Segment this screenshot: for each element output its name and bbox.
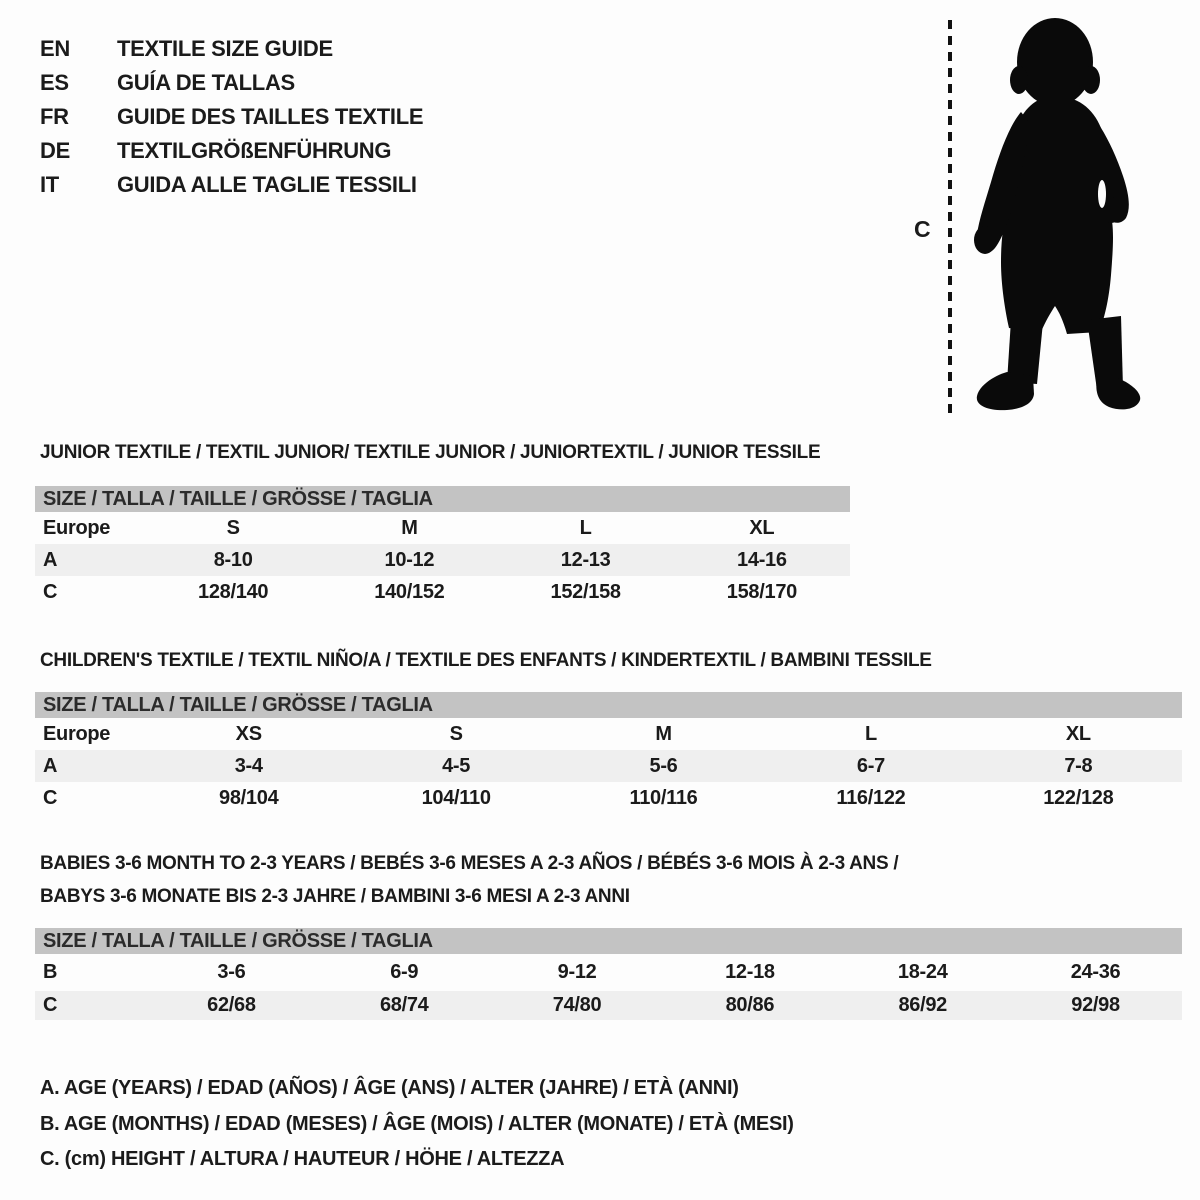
table-cell: 7-8 [1064, 754, 1093, 777]
table-cell: 18-24 [897, 961, 948, 983]
table-cell: 86/92 [898, 994, 947, 1016]
table-cell: 8-10 [213, 548, 253, 571]
language-row [40, 168, 423, 202]
table-cell: 6-9 [390, 961, 419, 983]
table-cell: 62/68 [207, 994, 256, 1016]
legend-line-c: C. (cm) HEIGHT / ALTURA / HAUTEUR / HÖHE / ALTEZZA [40, 1148, 565, 1170]
language-code: ES [40, 70, 69, 95]
table-cell: S [449, 722, 463, 745]
table-cell: 152/158 [550, 580, 621, 603]
table-header: SIZE / TALLA / TAILLE / GRÖSSE / TAGLIA [35, 486, 850, 512]
table-cell: 104/110 [421, 786, 491, 809]
table-cell: M [655, 722, 672, 745]
language-label: GUÍA DE TALLAS [117, 70, 295, 95]
table-cell: 12-18 [725, 961, 775, 983]
table-cell: 10-12 [384, 548, 435, 571]
language-row [40, 134, 423, 168]
language-code: EN [40, 36, 70, 61]
table-row [35, 576, 850, 608]
babies-size-table [35, 928, 1182, 1020]
table-cell: 74/80 [552, 994, 602, 1016]
legend-line-a: A. AGE (YEARS) / EDAD (AÑOS) / ÂGE (ANS) / ALTER (JAHRE) / ETÀ (ANNI) [40, 1077, 739, 1099]
table-cell: 122/128 [1043, 786, 1114, 809]
table-cell: 9-12 [557, 961, 597, 983]
table-cell: 68/74 [379, 994, 429, 1016]
language-code: FR [40, 104, 69, 129]
table-cell: M [401, 516, 418, 539]
section-title-line: BABIES 3-6 MONTH TO 2-3 YEARS / BEBÉS 3-6 MESES A 2-3 AÑOS / BÉBÉS 3-6 MOIS À 2-3 ANS / [40, 853, 899, 874]
table-cell: 5-6 [649, 754, 678, 777]
row-label: C [43, 580, 58, 603]
table-cell: 80/86 [725, 994, 775, 1016]
table-cell: 12-13 [560, 548, 611, 571]
babies-section-title [40, 847, 898, 913]
language-row [40, 32, 423, 66]
row-label: C [43, 994, 58, 1016]
row-label: A [43, 754, 58, 777]
table-cell: 110/116 [629, 786, 698, 809]
language-label: TEXTILGRÖßENFÜHRUNG [117, 138, 392, 163]
junior-section-title [40, 436, 820, 469]
language-label: GUIDE DES TAILLES TEXTILE [117, 104, 424, 129]
children-size-table [35, 692, 1182, 814]
table-header: SIZE / TALLA / TAILLE / GRÖSSE / TAGLIA [35, 928, 1182, 954]
measure-label-c: C [914, 216, 931, 242]
table-cell: 24-36 [1070, 961, 1121, 983]
table-cell: 4-5 [442, 754, 471, 777]
row-label: Europe [43, 722, 111, 745]
language-label: TEXTILE SIZE GUIDE [117, 36, 333, 61]
table-cell: XS [235, 722, 262, 745]
language-label: GUIDA ALLE TAGLIE TESSILI [117, 172, 417, 197]
language-code: DE [40, 138, 70, 163]
measure-legend [40, 1071, 794, 1178]
row-label: A [43, 548, 58, 571]
table-row [35, 512, 850, 544]
table-cell: XL [1065, 722, 1091, 745]
table-header: SIZE / TALLA / TAILLE / GRÖSSE / TAGLIA [35, 692, 1182, 718]
table-cell: 3-4 [234, 754, 263, 777]
table-cell: 92/98 [1071, 994, 1120, 1016]
legend-line-b: B. AGE (MONTHS) / EDAD (MESES) / ÂGE (MOIS) / ALTER (MONATE) / ETÀ (MESI) [40, 1112, 794, 1135]
baby-silhouette-icon [962, 10, 1144, 420]
row-label: B [43, 961, 58, 983]
table-cell: L [579, 516, 592, 539]
table-cell: 140/152 [374, 580, 445, 603]
table-cell: XL [749, 516, 775, 539]
children-section-title [40, 644, 932, 677]
table-cell: 158/170 [726, 580, 797, 603]
table-cell: 116/122 [836, 786, 906, 809]
row-label: Europe [43, 516, 111, 539]
section-title-line: JUNIOR TEXTILE / TEXTIL JUNIOR/ TEXTILE JUNIOR / JUNIORTEXTIL / JUNIOR TESSILE [40, 442, 821, 463]
table-cell: L [864, 722, 877, 745]
junior-size-table [35, 486, 850, 608]
table-row [35, 544, 850, 576]
language-list [40, 32, 423, 202]
table-cell: S [226, 516, 240, 539]
language-code: IT [40, 172, 59, 197]
table-cell: 98/104 [219, 786, 279, 809]
height-measure-dashed-line [948, 20, 952, 418]
table-row [35, 750, 1182, 782]
section-title-line: BABYS 3-6 MONATE BIS 2-3 JAHRE / BAMBINI 3-6 MESI A 2-3 ANNI [40, 886, 630, 907]
table-row [35, 991, 1182, 1020]
language-row [40, 100, 423, 134]
table-cell: 3-6 [217, 961, 246, 983]
table-row [35, 954, 1182, 991]
row-label: C [43, 786, 58, 809]
language-row [40, 66, 423, 100]
table-cell: 128/140 [198, 580, 269, 603]
section-title-line: CHILDREN'S TEXTILE / TEXTIL NIÑO/A / TEXTILE DES ENFANTS / KINDERTEXTIL / BAMBINI TESSILE [40, 650, 932, 671]
table-row [35, 782, 1182, 814]
table-cell: 6-7 [856, 754, 885, 777]
table-row [35, 718, 1182, 750]
table-cell: 14-16 [737, 548, 787, 571]
